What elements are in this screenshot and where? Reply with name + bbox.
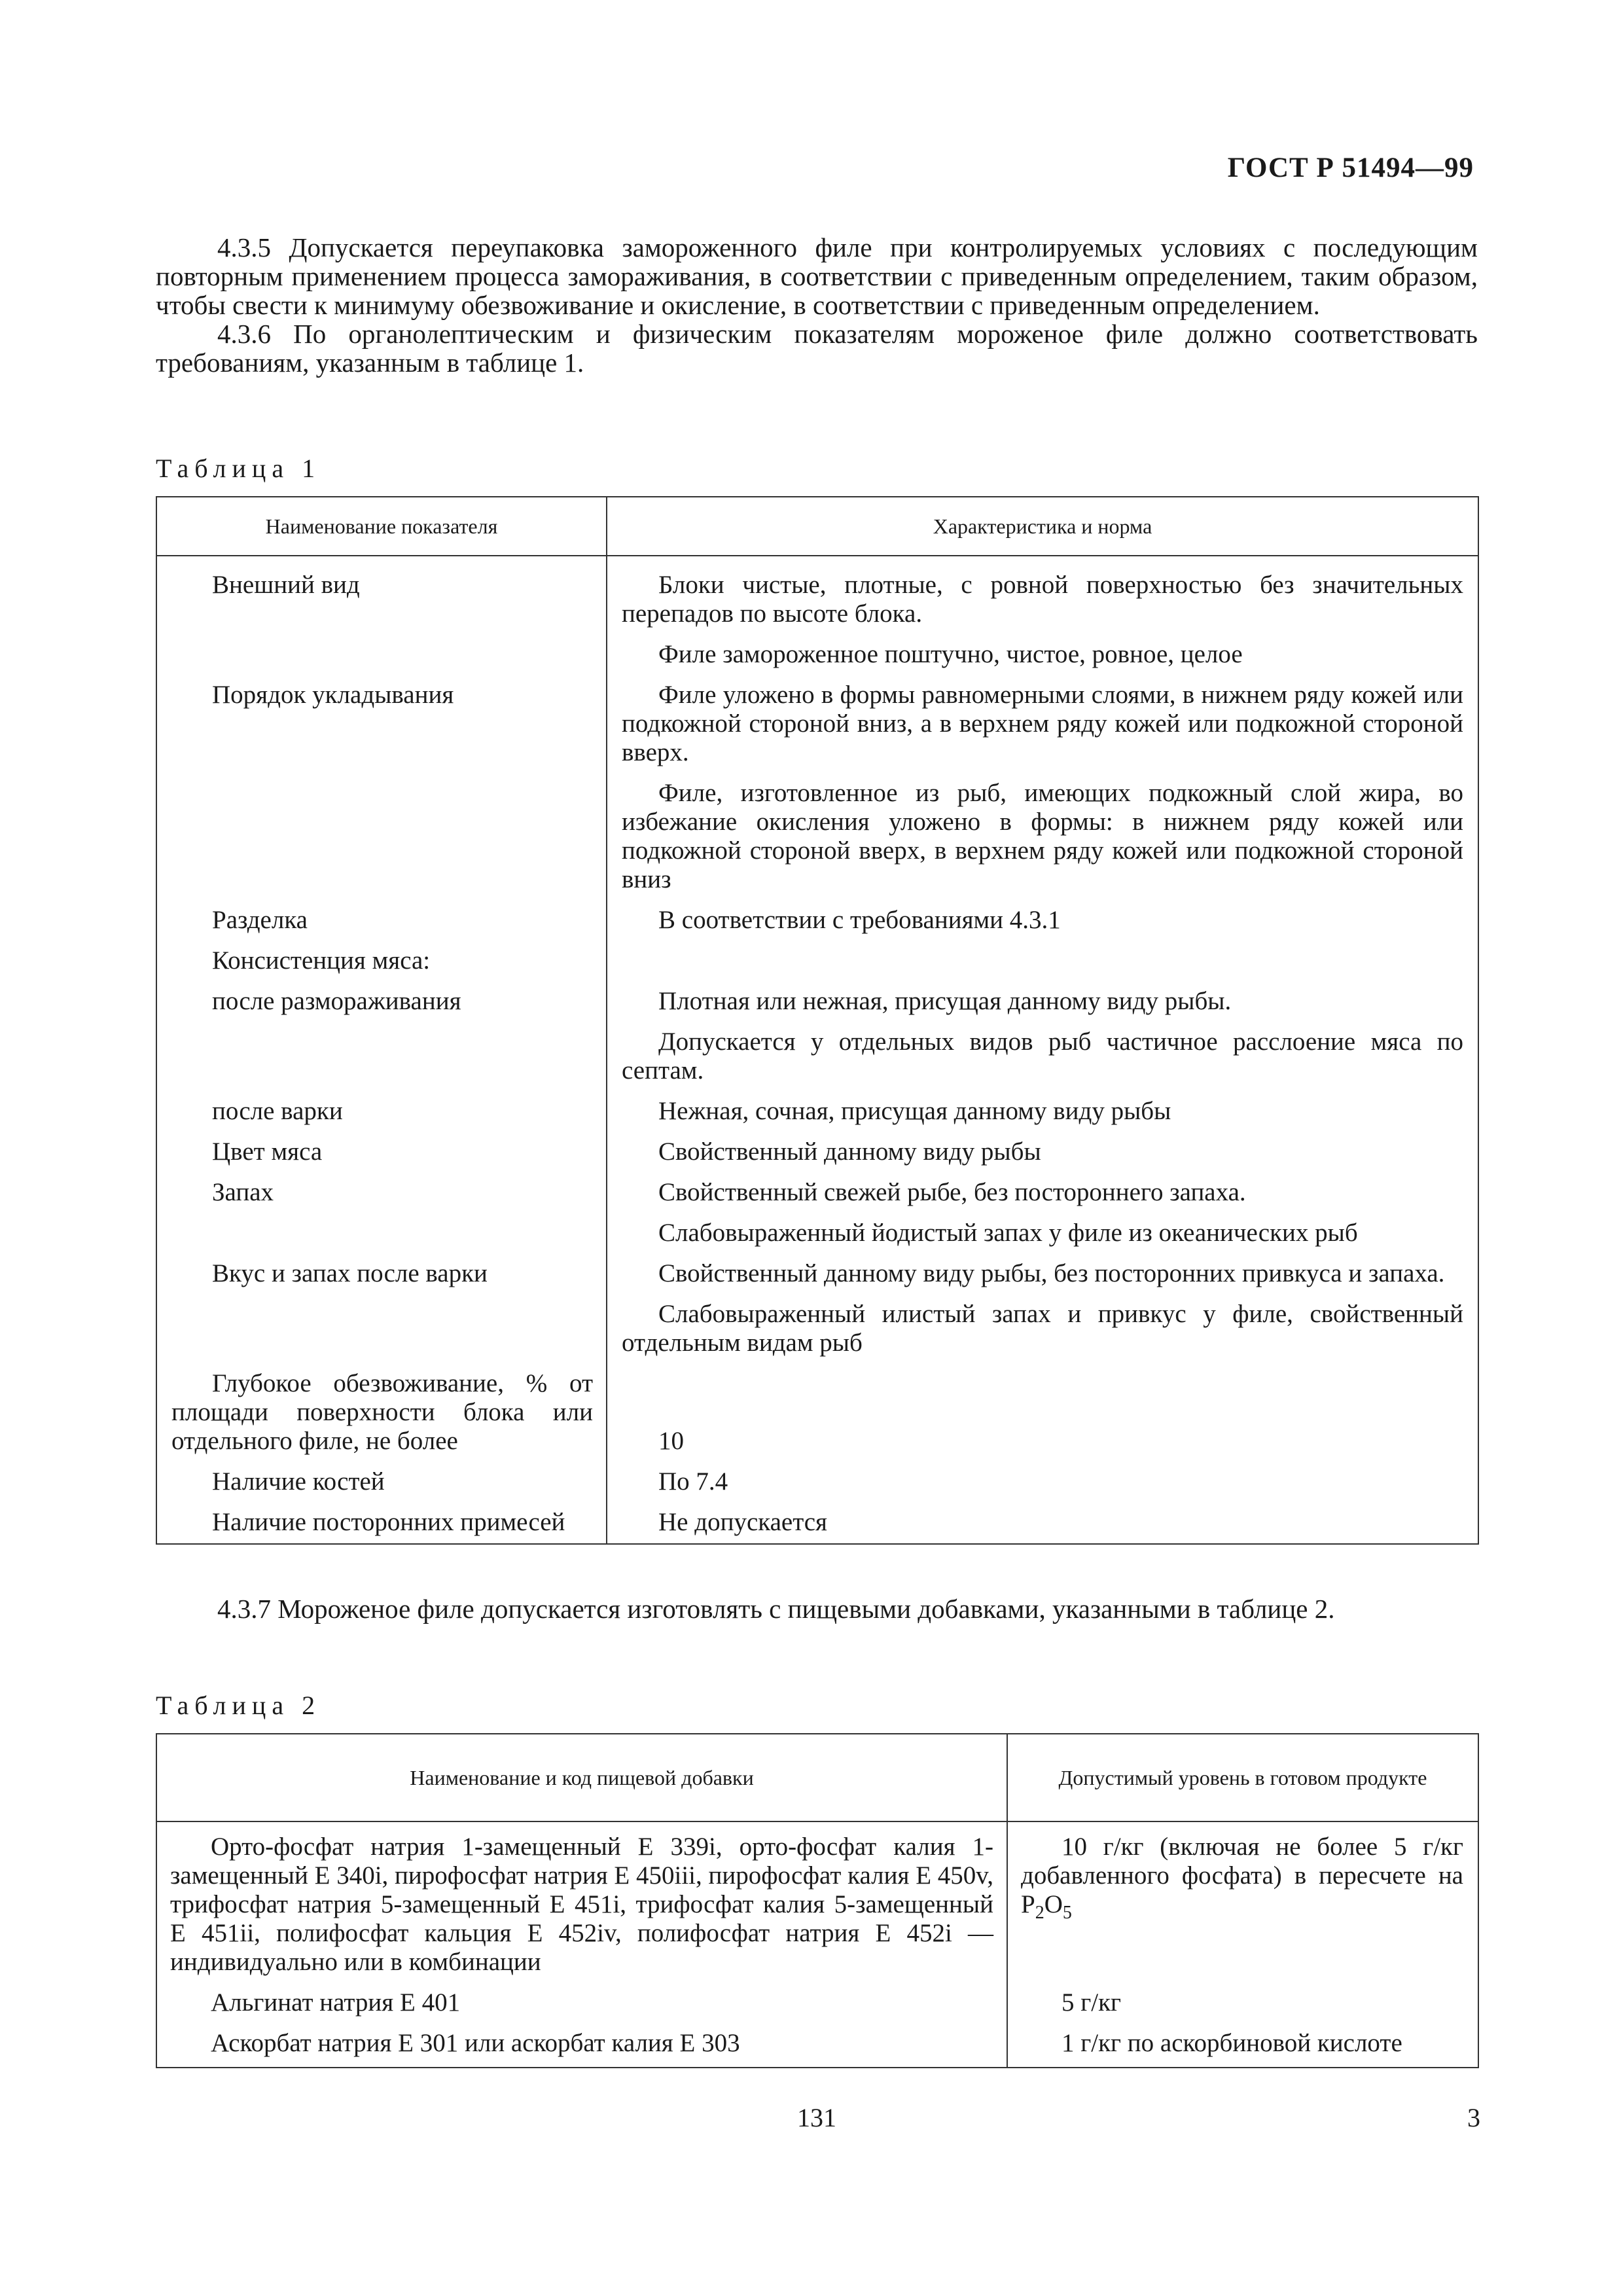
table1-name-cell bbox=[156, 1213, 607, 1254]
table1-name-cell: Наличие посторонних примесей bbox=[156, 1503, 607, 1544]
table-row bbox=[156, 1295, 1478, 1364]
table-row bbox=[156, 941, 1478, 982]
table1-name-cell: Глубокое обезвоживание, % от площади поверхности блока или отдельного филе, не более bbox=[156, 1364, 607, 1462]
table1-value-cell bbox=[607, 1213, 1478, 1254]
table1-value-text: Плотная или нежная, присущая данному виду рыбы. bbox=[658, 987, 1232, 1015]
table1-value-text: Не допускается bbox=[658, 1508, 827, 1536]
table1-value-text: Филе замороженное поштучно, чистое, ровное, целое bbox=[658, 640, 1243, 668]
table2-name-cell: Альгинат натрия Е 401 bbox=[156, 1983, 1007, 2024]
table1-value-text: Блоки чистые, плотные, с ровной поверхностью без значительных перепадов по высоте блока. bbox=[622, 571, 1463, 628]
table-1 bbox=[156, 496, 1479, 1545]
table1-name-cell: Вкус и запах после варки bbox=[156, 1254, 607, 1295]
table1-value-cell bbox=[607, 1092, 1478, 1132]
table-row bbox=[156, 1092, 1478, 1132]
table1-col2-header: Характеристика и норма bbox=[607, 497, 1478, 556]
table1-value-text: Филе уложено в формы равномерными слоями, в нижнем ряду кожей или подкожной стороной вниз, а в верхнем ряду кожей или подкожной стороной вверх. bbox=[622, 681, 1463, 766]
table1-name-cell: Наличие костей bbox=[156, 1462, 607, 1503]
table2-name-cell: Орто-фосфат натрия 1-замещенный Е 339i, орто-фосфат калия 1-замещенный Е 340i, пирофосфат натрия Е 450iii, пирофосфат калия Е 450v, трифосфат натрия 5-замещенный Е 451i, трифосфат калия 5-замещенный Е 451ii, полифосфат кальция Е 452iv, полифосфат натрия Е 452i — индивидуально или в комбинации bbox=[156, 1821, 1007, 1983]
table1-value-text: В соответствии с требованиями 4.3.1 bbox=[658, 906, 1061, 934]
table2-value-cell: 5 г/кг bbox=[1061, 1988, 1122, 2017]
table1-value-cell bbox=[607, 1254, 1478, 1295]
table-row bbox=[156, 1173, 1478, 1213]
table2-value-cell bbox=[1007, 1821, 1478, 1983]
table1-value-text: Свойственный данному виду рыбы bbox=[658, 1138, 1041, 1166]
table1-value-text: Нежная, сочная, присущая данному виду рыбы bbox=[658, 1097, 1171, 1125]
table-row bbox=[156, 2024, 1478, 2068]
subscript: 2 bbox=[1035, 1902, 1044, 1923]
table-row bbox=[156, 556, 1478, 635]
table1-value-cell bbox=[607, 982, 1478, 1022]
table1-name-cell: после варки bbox=[156, 1092, 607, 1132]
table2-value-cell: 1 г/кг по аскорбиновой кислоте bbox=[1061, 2029, 1402, 2057]
table1-value-cell bbox=[607, 1173, 1478, 1213]
table-row bbox=[156, 1983, 1478, 2024]
document-header: ГОСТ Р 51494—99 bbox=[1227, 152, 1474, 183]
table1-name-cell: Запах bbox=[156, 1173, 607, 1213]
table1-value-text: Допускается у отдельных видов рыб частичное расслоение мяса по септам. bbox=[622, 1028, 1463, 1085]
table1-header-row bbox=[156, 497, 1478, 556]
table1-col1-header: Наименование показателя bbox=[156, 497, 607, 556]
table-row bbox=[156, 675, 1478, 774]
table1-name-cell bbox=[156, 1295, 607, 1364]
table2-header-row bbox=[156, 1734, 1478, 1821]
table1-value-cell bbox=[607, 1364, 1478, 1462]
table1-value-cell bbox=[607, 941, 1478, 982]
table1-value-text: Свойственный свежей рыбе, без постороннего запаха. bbox=[658, 1178, 1246, 1206]
table1-value-cell bbox=[607, 901, 1478, 941]
table-row bbox=[156, 774, 1478, 901]
table1-value-cell bbox=[607, 1462, 1478, 1503]
table1-name-cell: Разделка bbox=[156, 901, 607, 941]
table2-col1-header: Наименование и код пищевой добавки bbox=[156, 1734, 1007, 1821]
table2-name-cell: Аскорбат натрия Е 301 или аскорбат калия Е 303 bbox=[156, 2024, 1007, 2068]
table-row bbox=[156, 1821, 1478, 1983]
paragraph-block-1 bbox=[156, 233, 1478, 377]
paragraph-block-2 bbox=[156, 1594, 1478, 1623]
table1-value-text: Свойственный данному виду рыбы, без посторонних привкуса и запаха. bbox=[658, 1259, 1445, 1287]
table-row bbox=[156, 1132, 1478, 1173]
table-2 bbox=[156, 1733, 1479, 2068]
table1-value-text: 10 bbox=[658, 1427, 684, 1455]
table1-value-cell bbox=[607, 1132, 1478, 1173]
paragraph-4-3-5: 4.3.5 Допускается переупаковка замороженного филе при контролируемых условиях с последующим повторным применением процесса замораживания, в соответствии с приведенным определением, таким образом, чтобы свести к минимуму обезвоживание и окисление, в соответствии с приведенным определением. bbox=[156, 232, 1478, 320]
table1-value-cell bbox=[607, 635, 1478, 675]
table2-col2-header: Допустимый уровень в готовом продукте bbox=[1007, 1734, 1478, 1821]
paragraph-4-3-7: 4.3.7 Мороженое филе допускается изготовлять с пищевыми добавками, указанными в таблице 2. bbox=[217, 1594, 1335, 1624]
table-row bbox=[156, 1213, 1478, 1254]
table-row bbox=[156, 1022, 1478, 1092]
table1-value-text: По 7.4 bbox=[658, 1467, 728, 1496]
table2-value-text: 10 г/кг (включая не более 5 г/кг добавленного фосфата) в пересчете на P bbox=[1021, 1833, 1463, 1918]
table1-name-cell: Цвет мяса bbox=[156, 1132, 607, 1173]
table1-name-cell: Порядок укладывания bbox=[156, 675, 607, 774]
table2-value-text: O bbox=[1044, 1890, 1063, 1918]
table1-value-cell bbox=[607, 1503, 1478, 1544]
table1-value-text: Слабовыраженный илистый запах и привкус у филе, свойственный отдельным видам рыб bbox=[622, 1300, 1463, 1357]
table1-value-text: Слабовыраженный йодистый запах у филе из океанических рыб bbox=[658, 1219, 1358, 1247]
table1-value-cell bbox=[607, 675, 1478, 774]
table1-name-cell: после размораживания bbox=[156, 982, 607, 1022]
table1-value-cell bbox=[607, 774, 1478, 901]
table1-value-cell bbox=[607, 1022, 1478, 1092]
table1-value-cell bbox=[607, 556, 1478, 635]
table-row bbox=[156, 982, 1478, 1022]
table1-value-cell bbox=[607, 1295, 1478, 1364]
table-row bbox=[156, 901, 1478, 941]
footer-page-number-center: 131 bbox=[797, 2103, 836, 2132]
table1-name-cell bbox=[156, 635, 607, 675]
table-row bbox=[156, 1254, 1478, 1295]
table-row bbox=[156, 635, 1478, 675]
table1-name-cell bbox=[156, 774, 607, 901]
table1-name-cell bbox=[156, 1022, 607, 1092]
subscript: 5 bbox=[1062, 1902, 1072, 1923]
table-row bbox=[156, 1503, 1478, 1544]
table1-value-text: Филе, изготовленное из рыб, имеющих подкожный слой жира, во избежание окисления уложено в формы: в нижнем ряду кожей или подкожной стороной вверх, в верхнем ряду кожей или подкожной стороной вниз bbox=[622, 779, 1463, 893]
table1-name-cell: Консистенция мяса: bbox=[156, 941, 607, 982]
table-row bbox=[156, 1364, 1478, 1462]
table-row bbox=[156, 1462, 1478, 1503]
table1-caption: Таблица 1 bbox=[156, 454, 321, 483]
footer-page-number-right: 3 bbox=[1467, 2103, 1480, 2132]
table1-name-cell: Внешний вид bbox=[156, 556, 607, 635]
table2-caption: Таблица 2 bbox=[156, 1691, 321, 1720]
paragraph-4-3-6: 4.3.6 По органолептическим и физическим показателям мороженое филе должно соответствовать требованиям, указанным в таблице 1. bbox=[156, 319, 1478, 378]
